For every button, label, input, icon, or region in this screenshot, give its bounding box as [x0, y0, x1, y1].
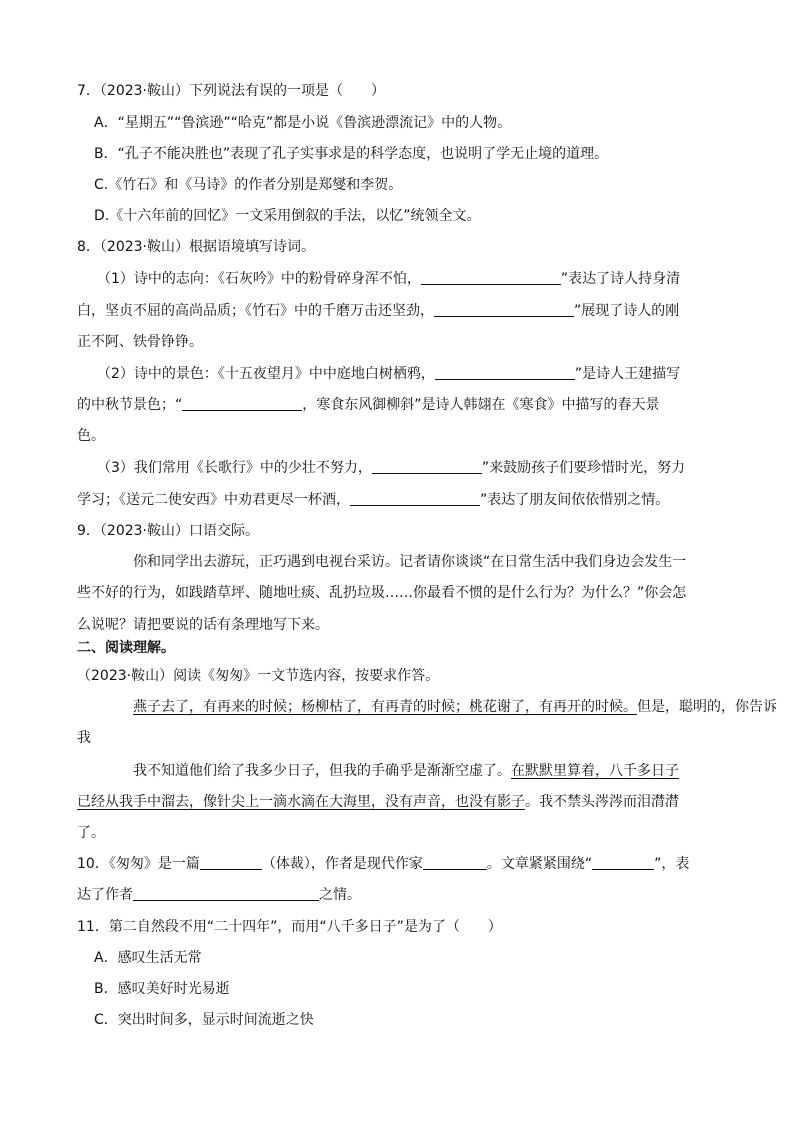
q7-option-b: B．“孔子不能决胜也”表现了孔子实事求是的科学态度，也说明了学无止境的道理。 — [94, 146, 609, 162]
answer-blank[interactable] — [435, 365, 575, 380]
q8-p3-line2 — [77, 491, 669, 509]
q8-p1-text-c: 白，坚贞不屈的高尚品质；《竹石》中的千磨万击还坚劲， — [77, 303, 434, 319]
answer-blank[interactable] — [200, 855, 262, 870]
q10-text-d: ”，表 — [654, 856, 690, 872]
q8-p3-text-d: ”表达了朋友间依依惜别之情。 — [480, 492, 670, 508]
q9-line2: 些不好的行为，如践踏草坪、随地吐痰、乱扔垃圾……你最看不惯的是什么行为？为什么？”你会怎 — [77, 585, 687, 601]
q11-option-c: C．突出时间多，显示时间流逝之快 — [94, 1012, 314, 1028]
answer-blank[interactable] — [372, 459, 482, 474]
q8-p3-line1 — [97, 459, 685, 477]
answer-blank[interactable] — [592, 855, 654, 870]
q8-p2-line1 — [97, 365, 680, 383]
passage-para1-line1 — [133, 698, 777, 716]
passage-para2-line2 — [77, 793, 679, 811]
q7-option-d: D.《十六年前的回忆》一文采用倒叙的手法，以忆”统领全文。 — [94, 208, 481, 224]
q10-text-f: 之情。 — [319, 887, 361, 903]
q8-p3-text-b: ”来鼓励孩子们要珍惜时光，努力 — [481, 460, 686, 476]
passage-text: 。我不禁头涔涔而泪潸潸 — [525, 794, 679, 810]
passage-text: 但是，聪明的，你告诉 — [637, 699, 777, 715]
underlined-sentence: 燕子去了，有再来的时候；杨柳枯了，有再青的时候；桃花谢了，有再开的时候。 — [133, 699, 637, 715]
answer-blank[interactable] — [133, 886, 319, 901]
q8-p2-text-c: 的中秋节景色；“ — [77, 397, 183, 413]
q7-stem: 7．（2023·鞍山）下列说法有误的一项是（ ） — [77, 83, 385, 99]
q10-text-e: 达了作者 — [77, 887, 133, 903]
passage-para2-line1 — [133, 762, 679, 780]
q11-option-a: A．感叹生活无常 — [94, 950, 202, 966]
q8-p2-text-d: ，寒食东风御柳斜”是诗人韩翃在《寒食》中描写的春天景 — [302, 397, 660, 413]
q10-text-b: （体裁），作者是现代作家 — [261, 856, 423, 872]
section-intro: （2023·鞍山）阅读《匆匆》一文节选内容，按要求作答。 — [77, 668, 440, 684]
q8-p1-text-d: ”展现了诗人的刚 — [574, 303, 680, 319]
q8-p1-text-b: ”表达了诗人持身清 — [560, 271, 681, 287]
underlined-sentence: 在默默里算着，八千多日子 — [511, 763, 679, 779]
underlined-sentence: 已经从我手中溜去，像针尖上一滴水滴在大海里，没有声音，也没有影子 — [77, 794, 525, 810]
passage-para2-line3: 了。 — [77, 825, 105, 841]
q7-option-c: C.《竹石》和《马诗》的作者分别是郑燮和李贺。 — [94, 177, 403, 193]
section-heading: 二、阅读理解。 — [77, 640, 175, 656]
q9-stem: 9．（2023·鞍山）口语交际。 — [77, 523, 259, 539]
q10-line2 — [77, 886, 361, 904]
q8-p1-text-a: （1）诗中的志向：《石灰吟》中的粉骨碎身浑不怕， — [97, 271, 421, 287]
q11-stem: 11．第二自然段不用“二十四年”，而用“八千多日子”是为了（ ） — [77, 919, 502, 935]
q8-p2-line2 — [77, 396, 660, 414]
q8-p2-text-b: ”是诗人王建描写 — [574, 366, 681, 382]
q9-line3: 么说呢？请把要说的话有条理地写下来。 — [77, 617, 329, 633]
q8-p3-text-c: 学习；《送元二使安西》中劝君更尽一杯酒， — [77, 492, 350, 508]
q9-line1: 你和同学出去游玩，正巧遇到电视台采访。记者请你谈谈“在日常生活中我们身边会发生一 — [133, 554, 687, 570]
q10-line1 — [77, 855, 689, 873]
q8-p2-text-a: （2）诗中的景色：《十五夜望月》中中庭地白树栖鸦， — [97, 366, 435, 382]
q8-stem: 8．（2023·鞍山）根据语境填写诗词。 — [77, 239, 315, 255]
passage-text: 我不知道他们给了我多少日子，但我的手确乎是渐渐空虚了。 — [133, 763, 511, 779]
q10-text-c: 。文章紧紧围绕“ — [486, 856, 593, 872]
q8-p3-text-a: （3）我们常用《长歌行》中的少壮不努力， — [97, 460, 372, 476]
answer-blank[interactable] — [434, 302, 574, 317]
answer-blank[interactable] — [423, 855, 487, 870]
q8-p1-line2 — [77, 302, 679, 320]
q8-p1-line1 — [97, 270, 680, 288]
answer-blank[interactable] — [182, 396, 302, 411]
q10-text-a: 10．《匆匆》是一篇 — [77, 856, 200, 872]
q8-p2-line3: 色。 — [77, 428, 105, 444]
q7-option-a: A．“星期五”“鲁滨逊”“哈克”都是小说《鲁滨逊漂流记》中的人物。 — [94, 115, 512, 131]
answer-blank[interactable] — [421, 270, 561, 285]
passage-para1-line2: 我 — [77, 730, 91, 746]
q11-option-b: B．感叹美好时光易逝 — [94, 981, 230, 997]
q8-p1-line3: 正不阿、铁骨铮铮。 — [77, 334, 203, 350]
answer-blank[interactable] — [350, 491, 480, 506]
